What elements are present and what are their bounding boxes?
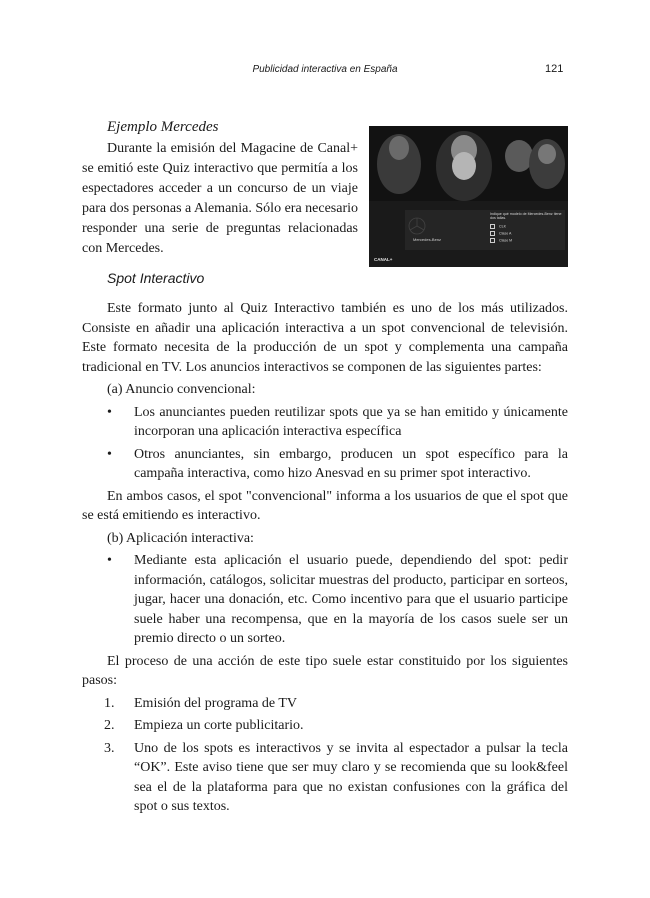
running-header: Publicidad interactiva en España (252, 64, 398, 75)
page-number: 121 (545, 63, 564, 75)
numbered-step: 3. Uno de los spots es interactivos y se invita al espectador a pulsar la tecla “OK”. Este aviso tiene que ser muy claro y se recomienda que su look&feel sea el de la plataforma para que no existan confusiones con la gráfica del spot o sus textos. (104, 740, 568, 814)
quiz-option: CLK (490, 224, 506, 229)
body-text (82, 299, 568, 820)
numbered-step: 1. Emisión del programa de TV (104, 695, 298, 711)
quiz-option: Clase A (490, 231, 511, 236)
both-cases-paragraph: En ambos casos, el spot "convencional" informa a los usuarios de que el spot que se está emitiendo es interactivo. (82, 488, 568, 523)
list-item: • Otros anunciantes, sin embargo, producen un spot específico para la campaña interactiva, como hizo Anesvad en su primer spot interactivo. (107, 446, 568, 481)
list-item: • Mediante esta aplicación el usuario puede, dependiendo del spot: pedir información, catálogos, solicitar muestras del producto, participar en sorteos, jugar, hacer una donación, etc. Como incentivo para que el usuario participe suele haber una recompensa, que en la mayoría de los casos suele ser un premio directo o un sorteo. (107, 553, 568, 646)
section-heading: Spot Interactivo (107, 270, 205, 286)
tv-screenshot-image (369, 126, 568, 267)
quiz-question: Indique qué modelo de Mercedes-Benz tiene dos tallas. (490, 212, 562, 221)
part-b-heading: (b) Aplicación interactiva: (107, 530, 254, 546)
example-heading: Ejemplo Mercedes (107, 119, 219, 135)
quiz-option: Clase M (490, 238, 512, 243)
channel-logo: CANAL+ (374, 257, 393, 262)
quiz-overlay (405, 210, 565, 250)
numbered-step: 2. Empieza un corte publicitario. (104, 718, 304, 733)
example-paragraph: Durante la emisión del Magacine de Canal+ se emitió este Quiz interactivo que permitía a los espectadores acceder a un concurso de un viaje para dos personas a Alemania. Sólo era necesario responder una serie de preguntas relacionadas con Mercedes. (82, 141, 359, 256)
process-intro-paragraph: El proceso de una acción de este tipo suele estar constituido por los siguientes pasos: (82, 653, 568, 688)
part-a-heading: (a) Anuncio convencional: (107, 382, 256, 397)
brand-text: Mercedes-Benz (413, 237, 442, 242)
list-item: • Los anunciantes pueden reutilizar spots que ya se han emitido y únicamente incorporan una aplicación interactiva específica (107, 404, 568, 439)
intro-paragraph: Este formato junto al Quiz Interactivo también es uno de los más utilizados. Consiste en añadir una aplicación interactiva a un spot convencional de televisión. Este formato necesita de la producción de un spot y complementa una campaña tradicional en TV. Los anuncios interactivos se componen de las siguientes partes: (82, 301, 568, 375)
